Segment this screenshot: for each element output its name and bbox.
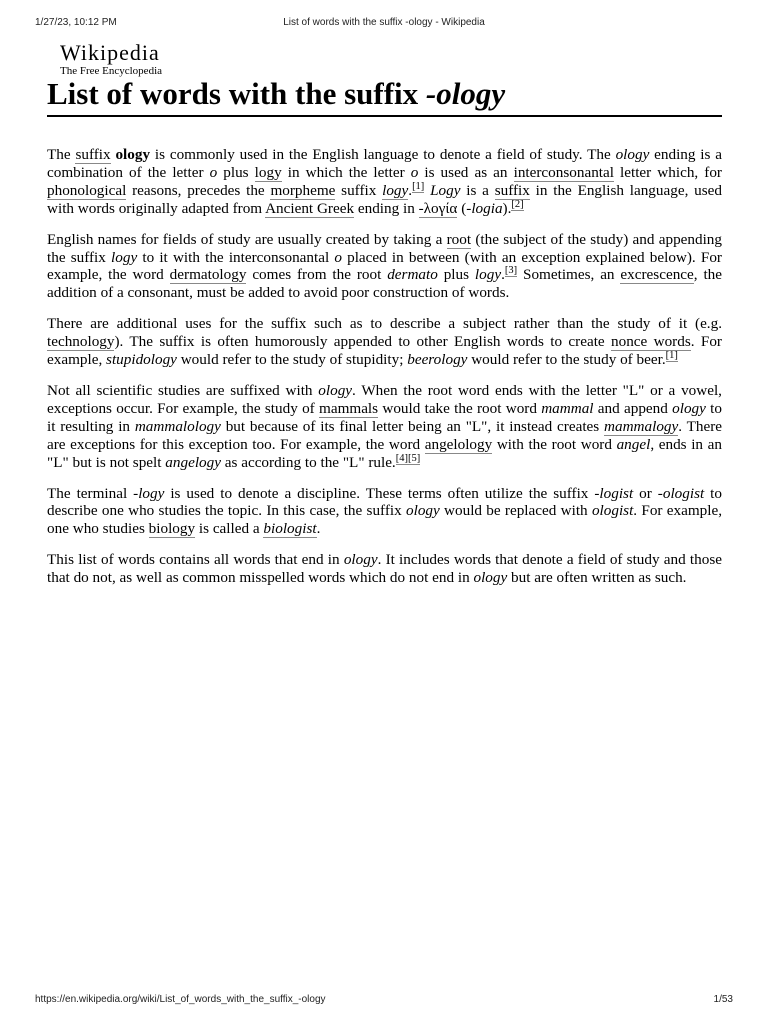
- text: would refer to the study of stupidity;: [176, 351, 408, 369]
- text: Not all scientific studies are suffixed with: [47, 381, 319, 399]
- link-dermatology[interactable]: dermatology: [169, 266, 247, 284]
- link-excrescence[interactable]: excrescence: [620, 266, 694, 284]
- paragraph-uses: [47, 315, 722, 369]
- text: ending is a combination of the letter: [47, 146, 722, 181]
- reference-5[interactable]: [5]: [407, 452, 421, 464]
- text: .: [316, 520, 321, 538]
- text: is used to denote a discipline. These terms often utilize the suffix: [164, 484, 595, 502]
- reference-1[interactable]: [1]: [665, 350, 678, 361]
- text: plus: [217, 163, 255, 181]
- paragraph-list-scope: [47, 551, 722, 587]
- article-content: [47, 146, 722, 600]
- text: The: [47, 146, 76, 163]
- link-angelology[interactable]: angelology: [424, 435, 493, 453]
- text: in the English language, used with words originally adapted from: [47, 181, 722, 217]
- text: with the root word: [492, 435, 617, 453]
- link-biology[interactable]: biology: [148, 520, 196, 538]
- italic-term: logy: [382, 181, 409, 199]
- paragraph-terminal: [47, 485, 722, 539]
- link-ancient-greek[interactable]: Ancient Greek: [265, 199, 355, 217]
- text: placed in between (with an exception explained below). For example, the word: [47, 248, 722, 284]
- link-interconsonantal[interactable]: interconsonantal: [513, 163, 614, 181]
- text: but are often written as such.: [507, 569, 687, 587]
- italic-term: Logy: [430, 181, 461, 199]
- text: to it resulting in: [47, 399, 722, 435]
- italic-term: ology: [672, 399, 706, 417]
- link-logy-italic[interactable]: [382, 182, 408, 200]
- text: suffix: [335, 181, 383, 199]
- text: reasons, precedes the: [126, 181, 271, 199]
- text: plus: [437, 266, 475, 284]
- text: letter which, for: [613, 163, 722, 181]
- text: is a: [460, 181, 495, 199]
- text: , the addition of a consonant, must be added to avoid poor construction of words.: [47, 266, 723, 302]
- reference-4[interactable]: [4]: [395, 452, 408, 464]
- text: . For example, one who studies: [47, 502, 723, 538]
- italic-term: -logy: [133, 484, 165, 502]
- link-mammalogy[interactable]: [604, 418, 678, 436]
- text: (-: [457, 199, 472, 217]
- text: is called a: [195, 520, 264, 538]
- text: ). The suffix is often humorously appended to other English words to create: [114, 333, 612, 351]
- text: to it with the interconsonantal: [137, 248, 335, 266]
- italic-term: -ologist: [657, 484, 705, 502]
- italic-term: ology: [318, 381, 353, 399]
- text: There are additional uses for the suffix such as to describe a subject rather than the study of it (e.g.: [47, 315, 722, 333]
- italic-term: ology: [615, 146, 650, 163]
- text: comes from the root: [246, 266, 388, 284]
- bold-ology: ology: [115, 146, 151, 163]
- italic-term: ology: [406, 502, 440, 520]
- text: would be replaced with: [439, 502, 592, 520]
- link-root[interactable]: root: [446, 230, 472, 248]
- page-title-plain: List of words with the suffix: [47, 76, 426, 111]
- italic-term: o: [334, 248, 342, 266]
- italic-term: logy: [111, 248, 138, 266]
- print-page-number: 1/53: [713, 994, 733, 1005]
- italic-term: logia: [471, 199, 503, 217]
- text: in which the letter: [281, 163, 411, 181]
- italic-term: angel: [616, 435, 651, 453]
- paragraph-intro: [47, 146, 722, 218]
- text: . There are exceptions for this exception too. For example, the word: [47, 417, 723, 453]
- italic-term: logy: [474, 266, 502, 284]
- page-title-italic: -ology: [425, 76, 506, 111]
- text: This list of words contains all words that end in: [47, 551, 344, 569]
- link-morpheme[interactable]: morpheme: [270, 181, 336, 199]
- italic-term: mammal: [541, 399, 594, 417]
- print-url: https://en.wikipedia.org/wiki/List_of_words_with_the_suffix_-ology: [35, 994, 326, 1005]
- text: ending in: [354, 199, 419, 217]
- link-logy[interactable]: logy: [254, 163, 282, 181]
- text: , ends in an "L" but is not spelt: [47, 435, 722, 471]
- italic-term: mammalology: [134, 417, 221, 435]
- link-phonological[interactable]: phonological: [47, 181, 127, 199]
- text: is commonly used in the English language to denote a field of study. The: [150, 146, 616, 163]
- text: (the subject of the study) and appending the suffix: [47, 230, 722, 266]
- text: as according to the "L" rule.: [220, 453, 396, 471]
- italic-term: ology: [343, 551, 378, 569]
- text: to describe one who studies the topic. In this case, the suffix: [47, 484, 722, 520]
- paragraph-names: [47, 231, 722, 303]
- italic-term: ologist: [591, 502, 634, 520]
- page-title: [47, 76, 722, 117]
- italic-term: biologist: [263, 520, 317, 538]
- text: is used as an: [418, 163, 514, 181]
- logo-wordmark: Wikipedia: [60, 40, 160, 65]
- italic-term: o: [209, 163, 218, 181]
- italic-term: beerology: [407, 351, 468, 369]
- link-suffix[interactable]: suffix: [75, 146, 111, 163]
- text: would take the root word: [378, 399, 542, 417]
- text: ).: [502, 199, 512, 217]
- link-nonce-words[interactable]: nonce words: [611, 333, 691, 351]
- italic-term: dermato: [387, 266, 438, 284]
- text: .: [501, 266, 505, 284]
- reference-2[interactable]: [2]: [511, 198, 524, 210]
- text: or: [633, 484, 658, 502]
- text: . It includes words that denote a field of study and those that do not, as well as common misspelled words which do not end in: [47, 551, 722, 587]
- italic-term: o: [410, 163, 419, 181]
- text: . When the root word ends with the letter "L" or a vowel, exceptions occur. For example, the study of: [47, 381, 722, 417]
- text: would refer to the study of beer.: [467, 351, 666, 369]
- print-datetime: 1/27/23, 10:12 PM: [35, 17, 117, 28]
- text: .: [408, 181, 413, 199]
- italic-term: stupidology: [106, 351, 177, 369]
- reference-3[interactable]: [3]: [504, 265, 518, 277]
- italic-term: ology: [473, 569, 508, 587]
- wikipedia-logo[interactable]: [60, 42, 162, 78]
- italic-term: mammalogy: [604, 417, 679, 435]
- link-suffix-2[interactable]: suffix: [494, 181, 530, 199]
- italic-term: -logist: [594, 484, 634, 502]
- italic-term: angelogy: [165, 453, 221, 471]
- text: The terminal: [47, 484, 134, 502]
- text: English names for fields of study are usually created by taking a: [47, 230, 447, 248]
- text: but because of its final letter being an "L", it instead creates: [220, 417, 605, 435]
- print-document-title: List of words with the suffix -ology - Wikipedia: [283, 17, 485, 28]
- text: . For example,: [47, 333, 722, 369]
- text: Sometimes, an: [517, 266, 621, 284]
- link-technology[interactable]: technology: [47, 333, 115, 351]
- reference-1[interactable]: [1]: [412, 180, 425, 192]
- paragraph-exceptions: [47, 382, 722, 472]
- logo-tagline: The Free Encyclopedia: [60, 65, 163, 77]
- link-logia-greek[interactable]: -λογία: [418, 199, 458, 217]
- text: and append: [593, 399, 673, 417]
- link-mammals[interactable]: mammals: [319, 399, 379, 417]
- link-biologist[interactable]: [263, 520, 316, 538]
